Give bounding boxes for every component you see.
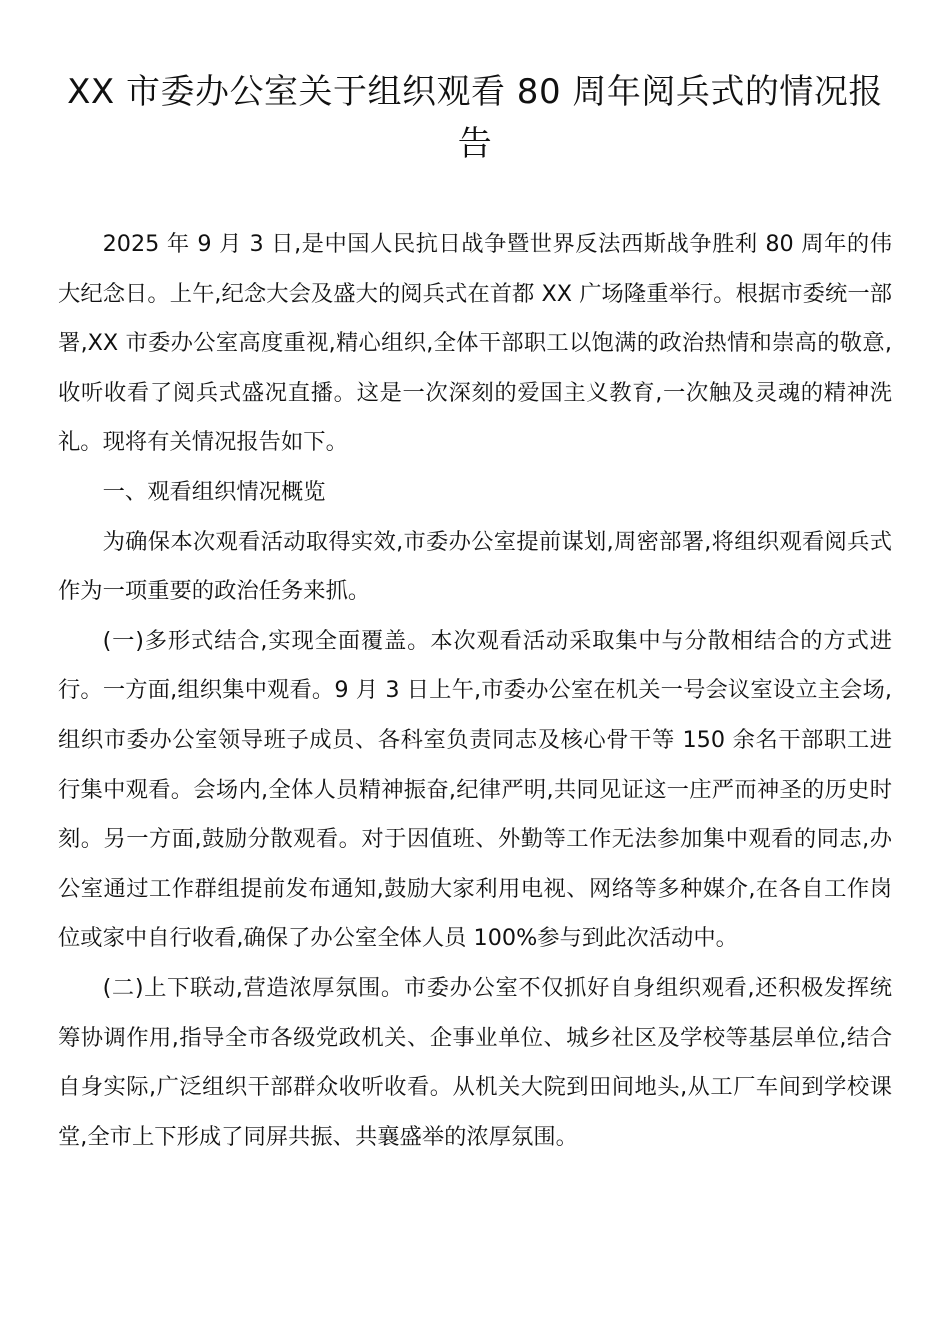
section-1-intro-paragraph: 为确保本次观看活动取得实效,市委办公室提前谋划,周密部署,将组织观看阅兵式作为一项重要的政治任务来抓。 — [58, 528, 892, 605]
subsection-1-paragraph: (一)多形式结合,实现全面覆盖。本次观看活动采取集中与分散相结合的方式进行。一方面,组织集中观看。9 月 3 日上午,市委办公室在机关一号会议室设立主会场,组织市委办公室领导班子成员、各科室负责同志及核心骨干等 150 余名干部职工进行集中观看。会场内,全体人员精神振奋,纪律严明,共同见证这一庄严而神圣的历史时刻。另一方面,鼓励分散观看。对于因值班、外勤等工作无法参加集中观看的同志,办公室通过工作群组提前发布通知,鼓励大家利用电视、网络等多种媒介,在各自工作岗位或家中自行收看,确保了办公室全体人员 100%参与到此次活动中。 — [58, 627, 892, 952]
document-title: XX 市委办公室关于组织观看 80 周年阅兵式的情况报告 — [67, 72, 883, 164]
subsection-2-paragraph: (二)上下联动,营造浓厚氛围。市委办公室不仅抓好自身组织观看,还积极发挥统筹协调作用,指导全市各级党政机关、企事业单位、城乡社区及学校等基层单位,结合自身实际,广泛组织干部群众收听收看。从机关大院到田间地头,从工厂车间到学校课堂,全市上下形成了同屏共振、共襄盛举的浓厚氛围。 — [58, 974, 892, 1150]
document-body — [58, 220, 892, 1162]
document-page — [58, 66, 892, 1162]
intro-paragraph: 2025 年 9 月 3 日,是中国人民抗日战争暨世界反法西斯战争胜利 80 周年的伟大纪念日。上午,纪念大会及盛大的阅兵式在首都 XX 广场隆重举行。根据市委统一部署,XX 市委办公室高度重视,精心组织,全体干部职工以饱满的政治热情和崇高的敬意,收听收看了阅兵式盛况直播。这是一次深刻的爱国主义教育,一次触及灵魂的精神洗礼。现将有关情况报告如下。 — [58, 231, 892, 456]
section-heading-1: 一、观看组织情况概览 — [102, 478, 326, 505]
